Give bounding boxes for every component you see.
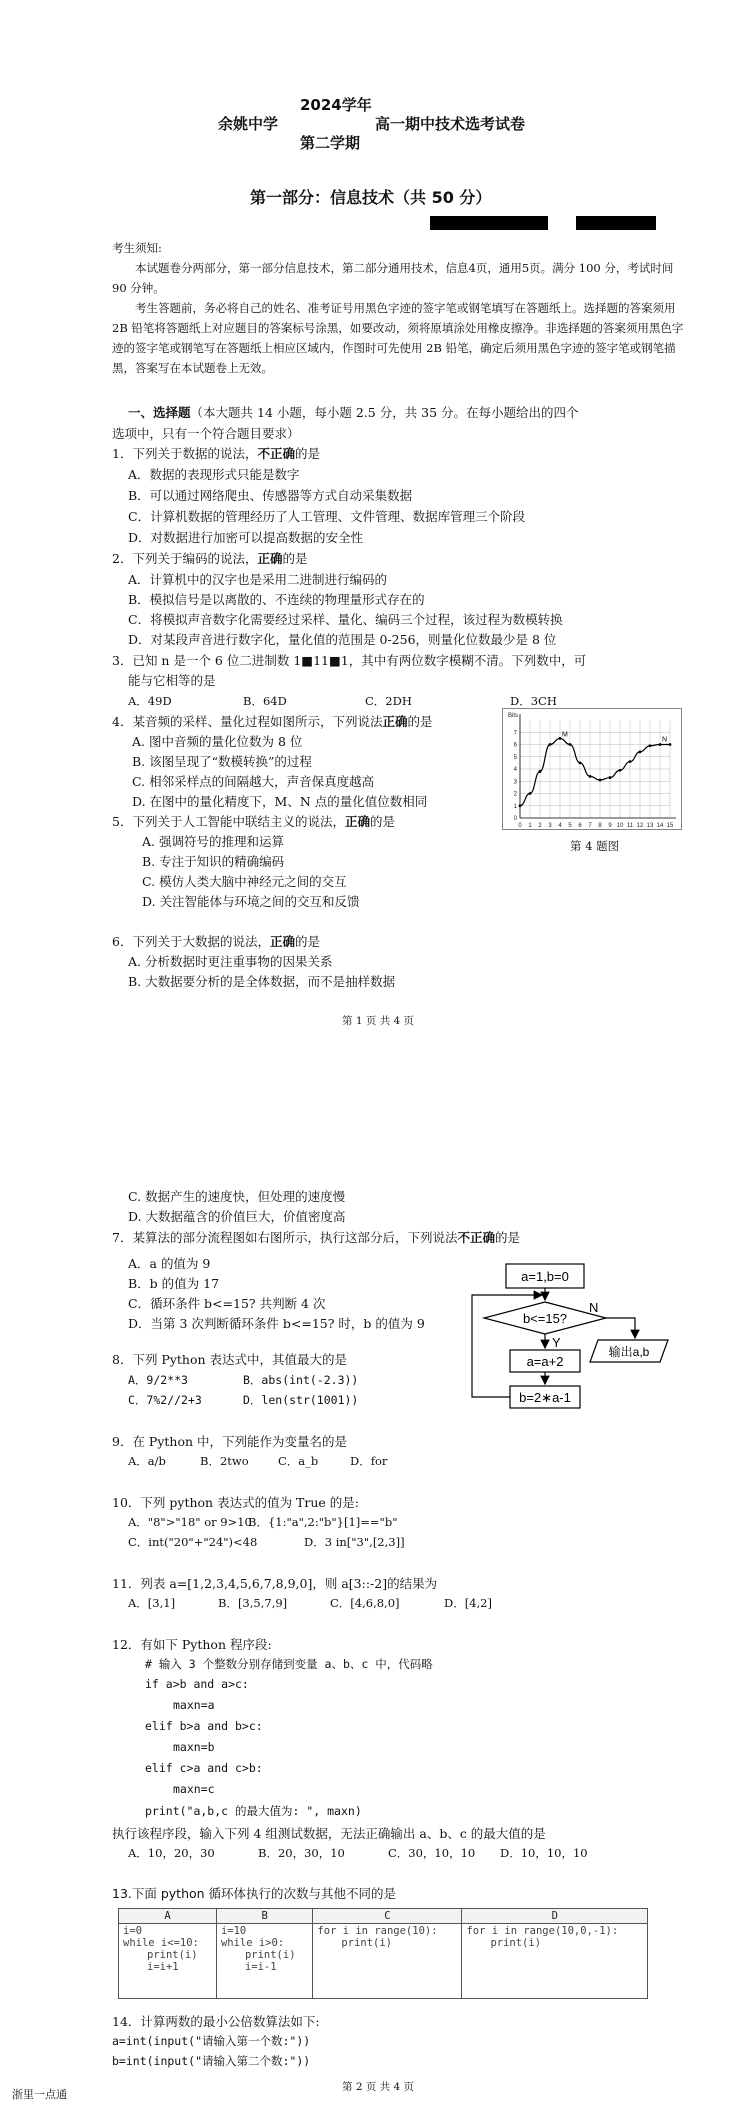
q12-after-text: 执行该程序段，输入下列 4 组测试数据，无法正确输出 a、b、c 的最大值的是 [112, 1826, 546, 1841]
school-name: 余姚中学 [218, 115, 279, 133]
q2-stem: 2．下列关于编码的说法，正确的是 [112, 551, 308, 566]
q9-option-a: A．a/b [128, 1454, 166, 1468]
q4-option-d: D. 在图中的量化精度下，M、N 点的量化值位数相同 [132, 794, 428, 809]
sample-point [609, 776, 612, 779]
redaction-bar-1 [430, 216, 548, 230]
point-label-m: M [562, 731, 568, 739]
q2-option-b: B．模拟信号是以离散的、不连续的物理量形式存在的 [128, 592, 425, 607]
q4-figure-caption: 第 4 题图 [570, 839, 620, 853]
x-tick-label: 9 [608, 823, 612, 829]
q13-header-d: D [462, 1909, 648, 1924]
q5-option-c: C. 模仿人类大脑中神经元之间的交互 [142, 874, 347, 889]
q13-header-c: C [313, 1909, 462, 1924]
q7-option-b: B．b 的值为 17 [128, 1276, 220, 1291]
sample-point [559, 737, 562, 740]
notice-paragraph-2: 考生答题前，务必将自己的姓名、准考证号用黑色字迹的签字笔或钢笔填写在答题纸上。选择题的答案须用 2B 铅笔将答题纸上对应题目的答案标号涂黑，如要改动，须将原填涂处用橡皮擦净。非选择题的答案须用黑色字迹的签字笔或钢笔写在答题纸上相应区域内，作图时可先使用 2B 铅笔，确定后须用黑色字迹的签字笔或钢笔描黑，答案写在本试题卷上无效。 [112, 301, 684, 375]
q1-option-b: B．可以通过网络爬虫、传感器等方式自动采集数据 [128, 488, 413, 503]
sample-point [519, 804, 522, 807]
q13-stem: 13.下面 python 循环体执行的次数与其他不同的是 [112, 1886, 397, 1901]
section-desc-2: 选项中，只有一个符合题目要求） [112, 426, 300, 441]
q9-option-b: B．2two [200, 1454, 249, 1468]
y-tick-label: 5 [513, 754, 517, 761]
x-tick-label: 4 [558, 823, 562, 829]
q8-option-b: B．abs(int(-2.3)) [243, 1373, 359, 1387]
q12-code-line-6: elif c>a and c>b: [145, 1761, 263, 1775]
q13-header-a: A [119, 1909, 217, 1924]
y-tick-label: 6 [513, 742, 517, 749]
q12-option-b: B．20，30，10 [258, 1846, 345, 1860]
q6-option-b: B. 大数据要分析的是全体数据，而不是抽样数据 [128, 974, 396, 989]
part-title: 第一部分：信息技术（共 50 分） [250, 188, 492, 207]
q13-header-b: B [216, 1909, 312, 1924]
x-tick-label: 8 [598, 823, 602, 829]
q9-option-c: C．a_b [278, 1454, 319, 1468]
sample-point [579, 761, 582, 764]
q11-option-d: D．[4,2] [444, 1596, 492, 1610]
q12-code-line-7: maxn=c [173, 1782, 215, 1796]
q12-option-a: A．10，20，30 [128, 1846, 215, 1860]
q14-code-line-1: a=int(input("请输入第一个数:")) [112, 2034, 311, 2048]
q8-option-c: C．7%2//2+3 [128, 1393, 202, 1407]
q1-option-a: A．数据的表现形式只能是数字 [128, 467, 300, 482]
source-watermark: 浙里一点通 [12, 2088, 67, 2101]
q12-code-line-5: maxn=b [173, 1740, 215, 1754]
exam-year: 2024学年 [300, 96, 372, 114]
q13-cell-c: for i in range(10): print(i) [313, 1924, 462, 1999]
x-tick-label: 2 [538, 823, 542, 829]
q7-option-c: C．循环条件 b<=15? 共判断 4 次 [128, 1296, 326, 1311]
flow-init-text: a=1,b=0 [521, 1269, 569, 1284]
page-footer-1: 第 1 页 共 4 页 [342, 1015, 415, 1027]
sample-point [589, 775, 592, 778]
q7-flowchart [462, 1262, 682, 1430]
q3-option-b: B．64D [243, 694, 287, 708]
sample-point [659, 743, 662, 746]
sample-point [569, 743, 572, 746]
exam-title: 高一期中技术选考试卷 [375, 115, 526, 133]
y-tick-label: 2 [513, 791, 517, 798]
page-footer-2: 第 2 页 共 4 页 [342, 2081, 415, 2093]
q4-sampling-chart [502, 708, 682, 830]
q6-option-a: A. 分析数据时更注重事物的因果关系 [128, 954, 333, 969]
q12-code-line-3: maxn=a [173, 1698, 215, 1712]
flow-condition-text: b<=15? [522, 1311, 568, 1326]
q7-option-d: D．当第 3 次判断循环条件 b<=15? 时，b 的值为 9 [128, 1316, 425, 1331]
sample-point [639, 750, 642, 753]
sample-point [649, 744, 652, 747]
q4-option-c: C. 相邻采样点的间隔越大，声音保真度越高 [132, 774, 375, 789]
flow-yes-label: Y [552, 1335, 561, 1350]
q12-code-line-1: # 输入 3 个整数分别存储到变量 a、b、c 中，代码略 [145, 1657, 433, 1671]
q5-stem: 5．下列关于人工智能中联结主义的说法，正确的是 [112, 814, 395, 829]
q1-stem: 1．下列关于数据的说法，不正确的是 [112, 446, 320, 461]
q9-option-d: D．for [350, 1454, 388, 1468]
y-tick-label: 4 [513, 767, 517, 773]
x-tick-label: 3 [548, 823, 552, 829]
sample-point [529, 792, 532, 795]
x-tick-label: 5 [568, 823, 572, 829]
q10-option-a: A．"8">"18" or 9>10 [128, 1515, 252, 1529]
section-desc-1: （本大题共 14 小题，每小题 2.5 分，共 35 分。在每小题给出的四个 [190, 405, 579, 420]
q8-option-d: D．len(str(1001)) [243, 1393, 359, 1407]
x-tick-label: 1 [528, 823, 532, 829]
x-tick-label: 7 [588, 823, 592, 829]
q3-stem-cont: 能与它相等的是 [128, 673, 216, 688]
sample-point [629, 760, 632, 763]
q2-option-c: C．将模拟声音数字化需要经过采样、量化、编码三个过程，该过程为数模转换 [128, 612, 563, 627]
x-tick-label: 13 [646, 823, 654, 829]
q4-stem: 4．某音频的采样、量化过程如图所示，下列说法正确的是 [112, 714, 433, 729]
notice-paragraph-1: 本试题卷分两部分，第一部分信息技术，第二部分通用技术，信息4页，通用5页。满分 100 分，考试时间 90 分钟。 [112, 261, 674, 295]
redaction-bar-2 [576, 216, 656, 230]
q4-option-b: B. 该图呈现了“数模转换”的过程 [132, 754, 312, 769]
y-tick-label: 7 [513, 730, 517, 737]
q10-option-c: C．int("20"+"24")<48 [128, 1535, 258, 1549]
q1-option-c: C．计算机数据的管理经历了人工管理、文件管理、数据库管理三个阶段 [128, 509, 526, 524]
sample-point [669, 743, 672, 746]
q4-option-a: A. 图中音频的量化位数为 8 位 [132, 734, 303, 749]
q7-stem: 7．某算法的部分流程图如右图所示，执行这部分后，下列说法不正确的是 [112, 1230, 520, 1245]
flow-output-text: 输出a,b [608, 1345, 650, 1359]
q2-option-d: D．对某段声音进行数字化，量化值的范围是 0-256，则量化位数最少是 8 位 [128, 632, 557, 647]
x-tick-label: 6 [578, 823, 582, 829]
q12-code-line-4: elif b>a and b>c: [145, 1719, 263, 1733]
q10-stem: 10．下列 python 表达式的值为 True 的是: [112, 1495, 359, 1510]
q13-cell-d: for i in range(10,0,-1): print(i) [462, 1924, 648, 1999]
q7-option-a: A．a 的值为 9 [128, 1256, 211, 1271]
q14-stem: 14．计算两数的最小公倍数算法如下: [112, 2014, 320, 2029]
q10-option-b: B．{1:"a",2:"b"}[1]=="b" [248, 1515, 398, 1529]
q5-option-b: B. 专注于知识的精确编码 [142, 854, 285, 869]
q6-stem: 6．下列关于大数据的说法，正确的是 [112, 934, 320, 949]
sample-point [619, 769, 622, 772]
q13-cell-b: i=10 while i>0: print(i) i=i-1 [216, 1924, 312, 1999]
x-tick-label: 10 [616, 823, 624, 829]
q11-option-a: A．[3,1] [128, 1596, 176, 1610]
y-tick-label: 1 [513, 803, 517, 810]
flow-step2-text: b=2∗a-1 [519, 1390, 571, 1405]
q3-option-d: D．3CH [510, 694, 557, 708]
notice-heading: 考生须知: [112, 241, 162, 255]
q3-stem: 3．已知 n 是一个 6 位二进制数 1■11■1，其中有两位数字模糊不清。下列数中，可 [112, 653, 587, 668]
q6-option-c: C. 数据产生的速度快，但处理的速度慢 [128, 1189, 346, 1204]
y-axis-label: Bits [508, 713, 519, 719]
q11-option-b: B．[3,5,7,9] [218, 1596, 288, 1610]
exam-term: 第二学期 [300, 134, 361, 152]
q9-stem: 9．在 Python 中，下列能作为变量名的是 [112, 1434, 348, 1449]
q6-option-d: D. 大数据蕴含的价值巨大，价值密度高 [128, 1209, 346, 1224]
x-tick-label: 11 [626, 823, 634, 829]
q5-option-d: D. 关注智能体与环境之间的交互和反馈 [142, 894, 360, 909]
section-heading [128, 403, 579, 421]
q3-option-c: C．2DH [365, 694, 412, 708]
q11-stem: 11．列表 a=[1,2,3,4,5,6,7,8,9,0]，则 a[3::-2]的结果为 [112, 1576, 438, 1591]
flow-step1-text: a=a+2 [526, 1354, 564, 1369]
q8-option-a: A．9/2**3 [128, 1373, 188, 1387]
q11-option-c: C．[4,6,8,0] [330, 1596, 400, 1610]
q12-code-line-2: if a>b and a>c: [145, 1677, 249, 1691]
q3-option-a: A．49D [128, 694, 172, 708]
q12-option-c: C．30，10，10 [388, 1846, 476, 1860]
y-tick-label: 3 [513, 779, 517, 786]
sample-point [539, 770, 542, 773]
q12-code-line-8: print("a,b,c 的最大值为: ", maxn) [145, 1804, 362, 1818]
q12-option-d: D．10，10，10 [500, 1846, 588, 1860]
flow-no-label: N [589, 1300, 599, 1315]
x-tick-label: 12 [636, 823, 644, 829]
q12-stem: 12．有如下 Python 程序段: [112, 1637, 272, 1652]
q13-options-table [118, 1908, 648, 1999]
x-tick-label: 15 [666, 823, 674, 829]
q1-option-d: D．对数据进行加密可以提高数据的安全性 [128, 530, 364, 545]
sample-point [549, 743, 552, 746]
point-label-n: N [662, 736, 668, 744]
q2-option-a: A．计算机中的汉字也是采用二进制进行编码的 [128, 572, 388, 587]
x-tick-label: 0 [518, 823, 522, 829]
y-tick-label: 0 [513, 816, 517, 822]
q10-option-d: D．3 in["3",[2,3]] [304, 1535, 405, 1549]
section-title: 一、选择题 [128, 405, 191, 420]
q5-option-a: A. 强调符号的推理和运算 [142, 834, 284, 849]
x-tick-label: 14 [656, 823, 664, 829]
sample-point [599, 779, 602, 782]
q14-code-line-2: b=int(input("请输入第二个数:")) [112, 2054, 311, 2068]
q8-stem: 8．下列 Python 表达式中，其值最大的是 [112, 1352, 348, 1367]
q13-cell-a: i=0 while i<=10: print(i) i=i+1 [119, 1924, 217, 1999]
